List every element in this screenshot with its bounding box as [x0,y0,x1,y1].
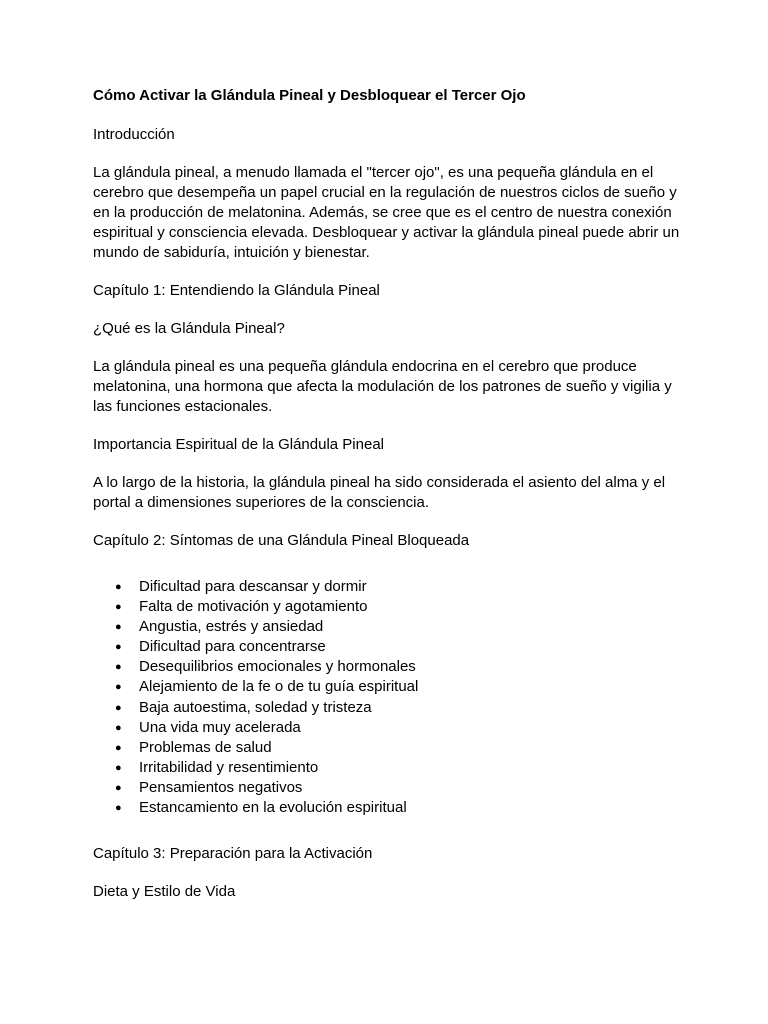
document-body [93,86,683,920]
symptoms-list [93,577,683,818]
intro-heading: Introducción [93,126,175,143]
list-item-text: Irritabilidad y resentimiento [139,758,319,776]
list-item [115,637,683,657]
list-item-text: Alejamiento de la fe o de tu guía espiritual [139,678,419,696]
diet-heading: Dieta y Estilo de Vida [93,883,236,901]
spiritual-paragraph: A lo largo de la historia, la glándula pineal ha sido considerada el asiento del alma y el portal a dimensiones superiores de la consciencia. [93,474,666,511]
bullet-icon: ● [115,581,122,593]
spiritual-heading: Importancia Espiritual de la Glándula Pineal [93,436,384,453]
list-item [115,677,683,697]
intro-paragraph: La glándula pineal, a menudo llamada el "tercer ojo", es una pequeña glándula en el cerebro que desempeña un papel crucial en la regulación de nuestros ciclos de sueño y en la producción de melatonina. Además, se cree que es el centro de nuestra conexión espiritual y consciencia elevada. Desbloquear y activar la glándula pineal puede abrir un mundo de sabiduría, intuición y bienestar. [93,164,680,261]
list-item [115,758,683,778]
what-is-heading: ¿Qué es la Glándula Pineal? [93,320,285,337]
list-item [115,738,683,758]
list-item [115,617,683,637]
list-item-text: Estancamiento en la evolución espiritual [139,799,407,817]
list-item-text: Baja autoestima, soledad y tristeza [139,698,372,716]
chapter3-heading: Capítulo 3: Preparación para la Activación [93,845,373,863]
bullet-icon: ● [115,641,122,654]
bullet-icon: ● [115,721,122,734]
bullet-icon: ● [115,802,122,815]
document-title: Cómo Activar la Glándula Pineal y Desbloquear el Tercer Ojo [93,87,526,104]
list-item [115,718,683,738]
bullet-icon: ● [115,681,122,694]
list-item-text: Problemas de salud [139,738,272,756]
bullet-icon: ● [115,741,122,754]
bullet-icon: ● [115,761,122,774]
list-item-text: Dificultad para concentrarse [139,638,326,656]
chapter1-heading: Capítulo 1: Entendiendo la Glándula Pineal [93,282,380,299]
bullet-icon: ● [115,701,122,714]
bullet-icon: ● [115,601,122,614]
list-item-text: Pensamientos negativos [139,778,303,796]
list-item [115,597,683,617]
what-is-paragraph: La glándula pineal es una pequeña glándula endocrina en el cerebro que produce melatonina, una hormona que afecta la modulación de los patrones de sueño y vigilia y las funciones estacionales. [93,358,672,415]
bullet-icon: ● [115,621,122,634]
list-item-text: Angustia, estrés y ansiedad [139,618,324,636]
list-item-text: Falta de motivación y agotamiento [139,598,368,616]
list-item-text: Una vida muy acelerada [139,718,301,736]
list-item-text: Dificultad para descansar y dormir [139,578,367,595]
list-item-text: Desequilibrios emocionales y hormonales [139,658,416,676]
list-item [115,577,683,597]
list-item [115,698,683,718]
list-item [115,778,683,798]
bullet-icon: ● [115,661,122,674]
bullet-icon: ● [115,781,122,794]
chapter2-heading: Capítulo 2: Síntomas de una Glándula Pineal Bloqueada [93,532,470,549]
list-item [115,798,683,818]
list-item [115,657,683,677]
